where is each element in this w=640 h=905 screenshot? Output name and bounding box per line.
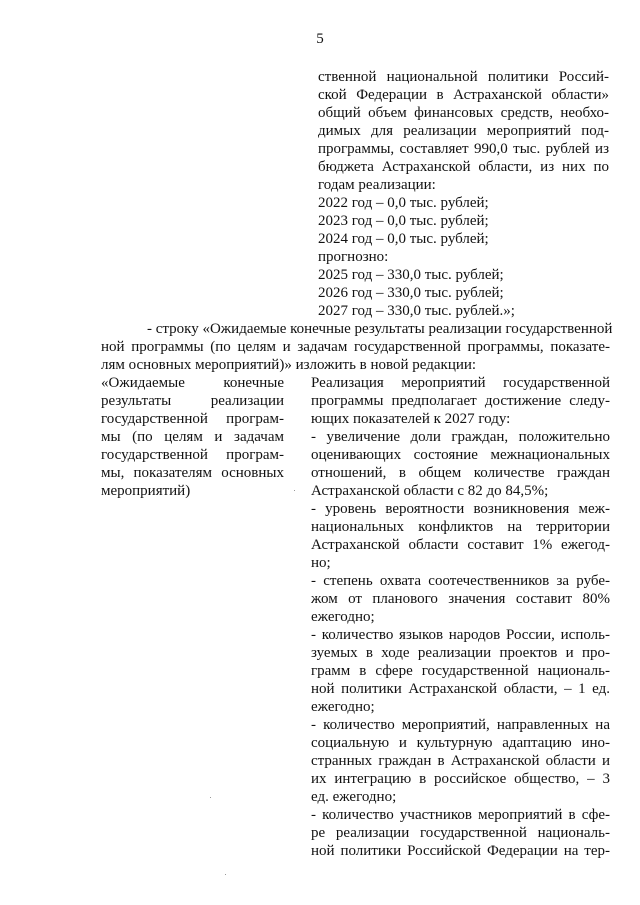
right-column-line: - увеличение доли граждан, положительно: [311, 429, 610, 445]
right-column-line: их интеграцию в российское общество, – 3: [311, 771, 610, 787]
left-column-line: «Ожидаемые конечные: [101, 375, 284, 391]
left-column-line: мероприятий): [101, 483, 191, 499]
intro-line: бюджета Астраханской области, из них по: [318, 159, 609, 175]
right-column-line: ной политики Астраханской области, – 1 ед.: [311, 681, 610, 697]
right-column-line: ед. ежегодно;: [311, 789, 397, 805]
instruction-line: лям основных мероприятий)» изложить в новой редакции:: [101, 357, 477, 373]
right-column-line: ежегодно;: [311, 699, 375, 715]
right-column-line: ре реализации государственной националь-: [311, 825, 610, 841]
intro-line: 2025 год – 330,0 тыс. рублей;: [318, 267, 504, 283]
instruction-line: ной программы (по целям и задачам государственной программы, показате-: [101, 339, 610, 355]
intro-line: программы, составляет 990,0 тыс. рублей из: [318, 141, 609, 157]
intro-line: 2022 год – 0,0 тыс. рублей;: [318, 195, 489, 211]
intro-line: общий объем финансовых средств, необхо-: [318, 105, 609, 121]
right-column-line: - степень охвата соотечественников за рубе-: [311, 573, 610, 589]
scan-speck: [294, 490, 295, 491]
right-column-line: Астраханской области с 82 до 84,5%;: [311, 483, 549, 499]
right-column-line: - количество языков народов России, исполь-: [311, 627, 610, 643]
right-column-line: отношений, в общем количестве граждан: [311, 465, 610, 481]
intro-line: годам реализации:: [318, 177, 436, 193]
right-column-line: жом от планового значения составит 80%: [311, 591, 610, 607]
right-column-line: Астраханской области составит 1% ежегод-: [311, 537, 610, 553]
right-column-line: - количество участников мероприятий в сфе-: [311, 807, 610, 823]
right-column-line: странных граждан в Астраханской области и: [311, 753, 610, 769]
left-column-line: государственной програм-: [101, 411, 284, 427]
left-column-line: результаты реализации: [101, 393, 284, 409]
intro-line: 2024 год – 0,0 тыс. рублей;: [318, 231, 489, 247]
right-column-line: но;: [311, 555, 331, 571]
scan-speck: [225, 874, 226, 875]
intro-line: ственной национальной политики Россий-: [318, 69, 609, 85]
right-column-line: - количество мероприятий, направленных на: [311, 717, 610, 733]
scan-speck: [210, 797, 211, 798]
intro-line: димых для реализации мероприятий под-: [318, 123, 609, 139]
right-column-line: оценивающих состояние межнациональных: [311, 447, 610, 463]
intro-line: прогнозно:: [318, 249, 389, 265]
right-column-line: ной политики Российской Федерации на тер-: [311, 843, 610, 859]
right-column-line: программы предполагает достижение следу-: [311, 393, 610, 409]
intro-line: 2023 год – 0,0 тыс. рублей;: [318, 213, 489, 229]
right-column-line: ежегодно;: [311, 609, 375, 625]
page-number: 5: [316, 31, 324, 47]
right-column-line: грамм в сфере государственной националь-: [311, 663, 610, 679]
left-column-line: мы, показателям основных: [101, 465, 284, 481]
intro-line: ской Федерации в Астраханской области»: [318, 87, 609, 103]
right-column-line: ющих показателей к 2027 году:: [311, 411, 511, 427]
right-column-line: - уровень вероятности возникновения меж-: [311, 501, 610, 517]
intro-line: 2026 год – 330,0 тыс. рублей;: [318, 285, 504, 301]
left-column-line: мы (по целям и задачам: [101, 429, 284, 445]
right-column-line: зуемых в ходе реализации проектов и про-: [311, 645, 610, 661]
left-column-line: государственной програм-: [101, 447, 284, 463]
right-column-line: национальных конфликтов на территории: [311, 519, 610, 535]
intro-line: 2027 год – 330,0 тыс. рублей.»;: [318, 303, 515, 319]
right-column-line: социальную и культурную адаптацию ино-: [311, 735, 610, 751]
instruction-line: - строку «Ожидаемые конечные результаты реализации государственной: [147, 321, 613, 337]
right-column-line: Реализация мероприятий государственной: [311, 375, 610, 391]
